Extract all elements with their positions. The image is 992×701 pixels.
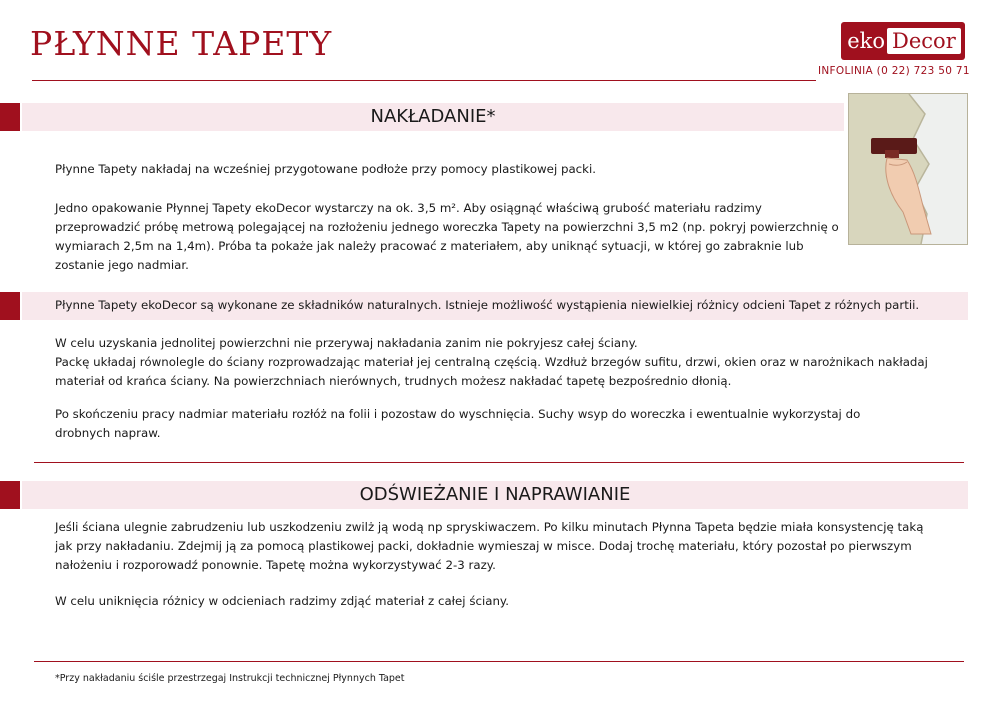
section-marker xyxy=(0,103,20,131)
logo-decor-text: Decor xyxy=(887,28,961,54)
paragraph-refresh: Jeśli ściana ulegnie zabrudzeniu lub uszkodzeniu zwilż ją wodą np spryskiwaczem. Po kilku minutach Płynna Tapeta będzie miała konsystencję taką jak przy nakładaniu. Zdejmij ją za pomocą plastikowej packi, dokładnie wymieszaj w misce. Dodaj trochę materiału, który pozostał po pierwszym nałożeniu i rozporowadź ponownie. Tapetę można wykorzystywać 2-3 razy. xyxy=(55,520,924,572)
highlight-natural-ingredients: Płynne Tapety ekoDecor są wykonane ze składników naturalnych. Istnieje możliwość wystąpienia niewielkiej różnicy odcieni Tapet z różnych partii. xyxy=(55,298,920,312)
page-title: PŁYNNE TAPETY xyxy=(30,24,333,63)
logo-eko-text: eko xyxy=(847,29,886,53)
hotline-text: INFOLINIA (0 22) 723 50 71 xyxy=(818,65,970,77)
footnote: *Przy nakładaniu ściśle przestrzegaj Instrukcji technicznej Płynnych Tapet xyxy=(55,673,405,684)
section-heading-odswiezanie: ODŚWIEŻANIE I NAPRAWIANIE xyxy=(359,484,631,505)
ekodecor-logo xyxy=(841,22,965,60)
paragraph-intro: Płynne Tapety nakładaj na wcześniej przygotowane podłoże przy pomocy plastikowej packi. xyxy=(55,162,597,176)
paragraph-continuous-application: W celu uzyskania jednolitej powierzchni nie przerywaj nakładania zanim nie pokryjesz całej ściany. xyxy=(55,336,638,350)
highlight-marker xyxy=(0,292,20,320)
hand-trowel-icon xyxy=(849,94,967,244)
paragraph-trowel-technique: Packę układaj równolegle do ściany rozprowadzając materiał jej centralną częścią. Wzdłuż brzegów sufitu, drzwi, okien oraz w narożnikach nakładaj materiał od krańca ściany. Na powierzchniach nierównych, trudnych możesz nakładać tapetę bezpośrednio dłonią. xyxy=(55,355,928,388)
header-divider xyxy=(32,80,816,81)
paragraph-coverage: Jedno opakowanie Płynnej Tapety ekoDecor wystarczy na ok. 3,5 m². Aby osiągnąć właściwą grubość materiału radzimy przeprowadzić próbę metrową polegającej na rozłożeniu jednego woreczka Tapety na powierzchni 3,5 m2 (np. pokryj powierzchnię o wymiarach 2,5m na 1,4m). Próba ta pokaże jak należy pracować z materiałem, aby uniknąć sytuacji, w której go zabraknie lub zostanie jego nadmiar. xyxy=(55,201,839,272)
section-marker-2 xyxy=(0,481,20,509)
trowel-illustration xyxy=(848,93,968,245)
paragraph-shade-difference: W celu uniknięcia różnicy w odcieniach radzimy zdjąć materiał z całej ściany. xyxy=(55,594,509,608)
section-heading-nakladanie: NAKŁADANIE* xyxy=(370,106,496,127)
paragraph-excess-material: Po skończeniu pracy nadmiar materiału rozłóż na folii i pozostaw do wyschnięcia. Suchy wsyp do woreczka i ewentualnie wykorzystaj do drobnych napraw. xyxy=(55,407,861,440)
section-divider xyxy=(34,462,964,463)
footer-divider xyxy=(34,661,964,662)
